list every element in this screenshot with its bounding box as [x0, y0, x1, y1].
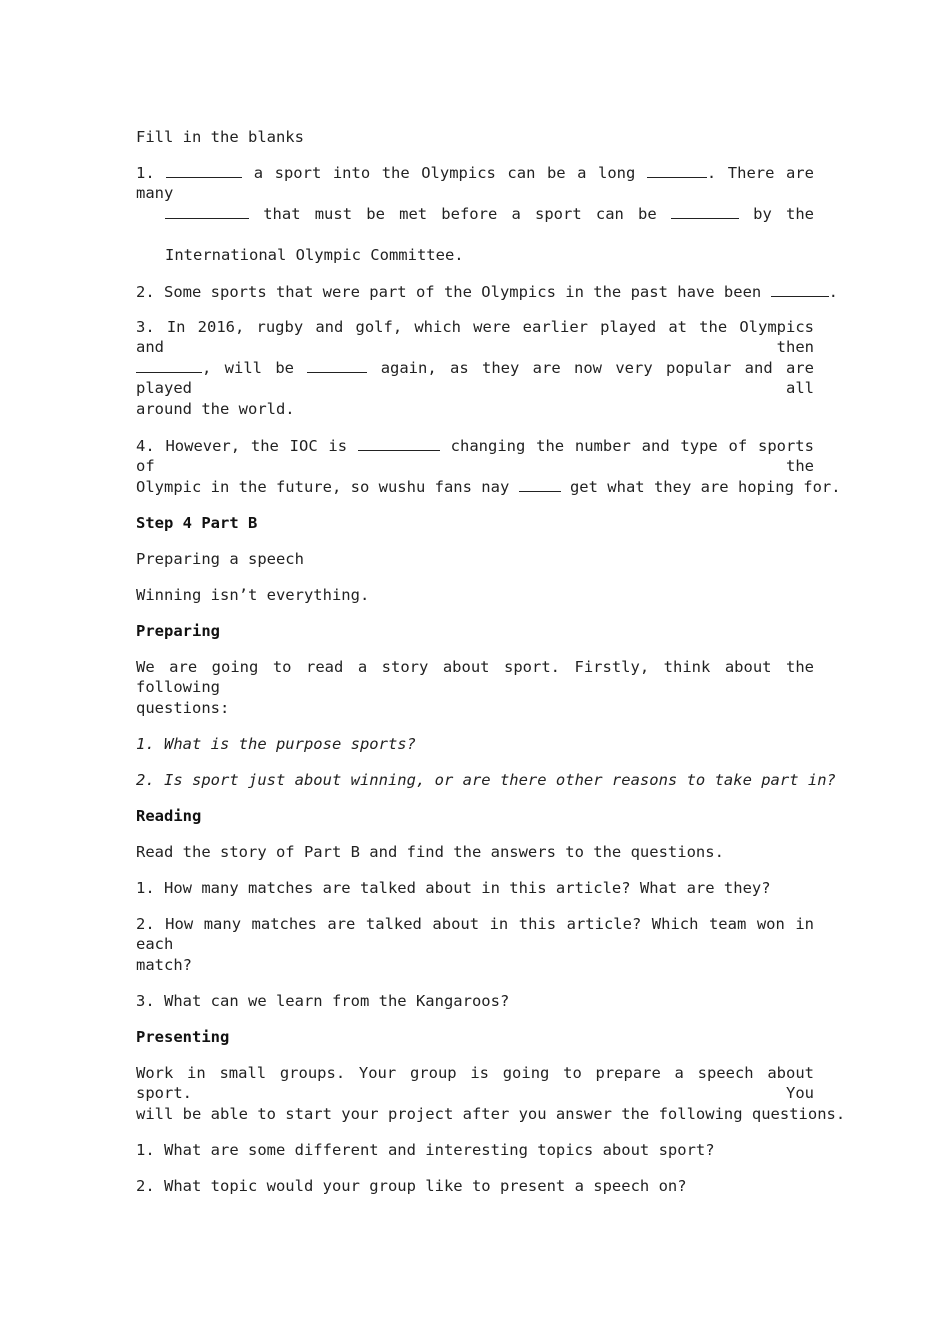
question-2 [136, 282, 838, 302]
presenting-text-line-2: will be able to start your project after you answer the following questions. [136, 1105, 846, 1123]
step-4-heading: Step 4 Part B [136, 514, 258, 532]
question-1-number: 1. [136, 164, 155, 182]
reading-instruction: Read the story of Part B and find the answers to the questions. [136, 843, 724, 861]
presenting-heading: Presenting [136, 1028, 230, 1046]
question-1-text-e: by the [753, 205, 814, 223]
question-4-line-1 [136, 436, 814, 476]
question-3-line-3: around the world. [136, 400, 295, 418]
question-4-text-a: 4. However, the IOC is [136, 437, 348, 455]
preparing-heading: Preparing [136, 622, 220, 640]
reading-question-2-line-2: match? [136, 956, 192, 974]
question-1-line-1 [136, 163, 814, 203]
question-2-period: . [828, 283, 838, 301]
italic-question-2: 2. Is sport just about winning, or are there other reasons to take part in? [136, 771, 836, 789]
blank-field[interactable] [647, 163, 707, 178]
preparing-speech-line: Preparing a speech [136, 550, 304, 568]
presenting-question-2: 2. What topic would your group like to present a speech on? [136, 1177, 687, 1195]
blank-field[interactable] [136, 358, 202, 373]
question-1-text-a: a sport into the Olympics can be a long [253, 164, 636, 182]
question-1-period: . [706, 164, 717, 182]
reading-question-2-line-1: 2. How many matches are talked about in this article? Which team won in each [136, 915, 814, 953]
question-3-text-a: , will be [202, 359, 294, 377]
winning-line: Winning isn’t everything. [136, 586, 370, 604]
blank-field[interactable] [307, 358, 367, 373]
question-1-text-d: that must be met before a sport can be [263, 205, 657, 223]
fill-blanks-title: Fill in the blanks [136, 128, 304, 146]
question-4-text-c: Olympic in the future, so wushu fans nay [136, 478, 510, 496]
question-3-text-b: again, as they are now very popular and are played all [136, 359, 814, 397]
preparing-text-line-2: questions: [136, 699, 230, 717]
presenting-question-1: 1. What are some different and interesting topics about sport? [136, 1141, 715, 1159]
blank-field[interactable] [771, 282, 829, 297]
preparing-text-line-1: We are going to read a story about sport. Firstly, think about the following [136, 658, 814, 696]
reading-question-3: 3. What can we learn from the Kangaroos? [136, 992, 510, 1010]
reading-question-1: 1. How many matches are talked about in this article? What are they? [136, 879, 771, 897]
question-1-line-3: International Olympic Committee. [165, 246, 464, 264]
question-4-line-2 [136, 477, 841, 497]
question-2-text: 2. Some sports that were part of the Olympics in the past have been [136, 283, 762, 301]
question-4-text-d: get what they are hoping for. [569, 478, 841, 496]
question-3-line-2 [136, 358, 814, 398]
question-4-text-b: changing the number and type of sports of the [136, 437, 814, 475]
presenting-text-line-1: Work in small groups. Your group is going to prepare a speech about sport. You [136, 1064, 814, 1102]
question-3-line-1: 3. In 2016, rugby and golf, which were earlier played at the Olympics and then [136, 318, 814, 356]
reading-heading: Reading [136, 807, 202, 825]
blank-field[interactable] [358, 436, 440, 451]
blank-field[interactable] [519, 477, 561, 492]
italic-question-1: 1. What is the purpose sports? [136, 735, 416, 753]
blank-field[interactable] [671, 204, 739, 219]
question-1-line-2 [165, 204, 814, 224]
question-1-text-c: There are many [136, 164, 814, 202]
blank-field[interactable] [165, 204, 249, 219]
blank-field[interactable] [166, 163, 242, 178]
